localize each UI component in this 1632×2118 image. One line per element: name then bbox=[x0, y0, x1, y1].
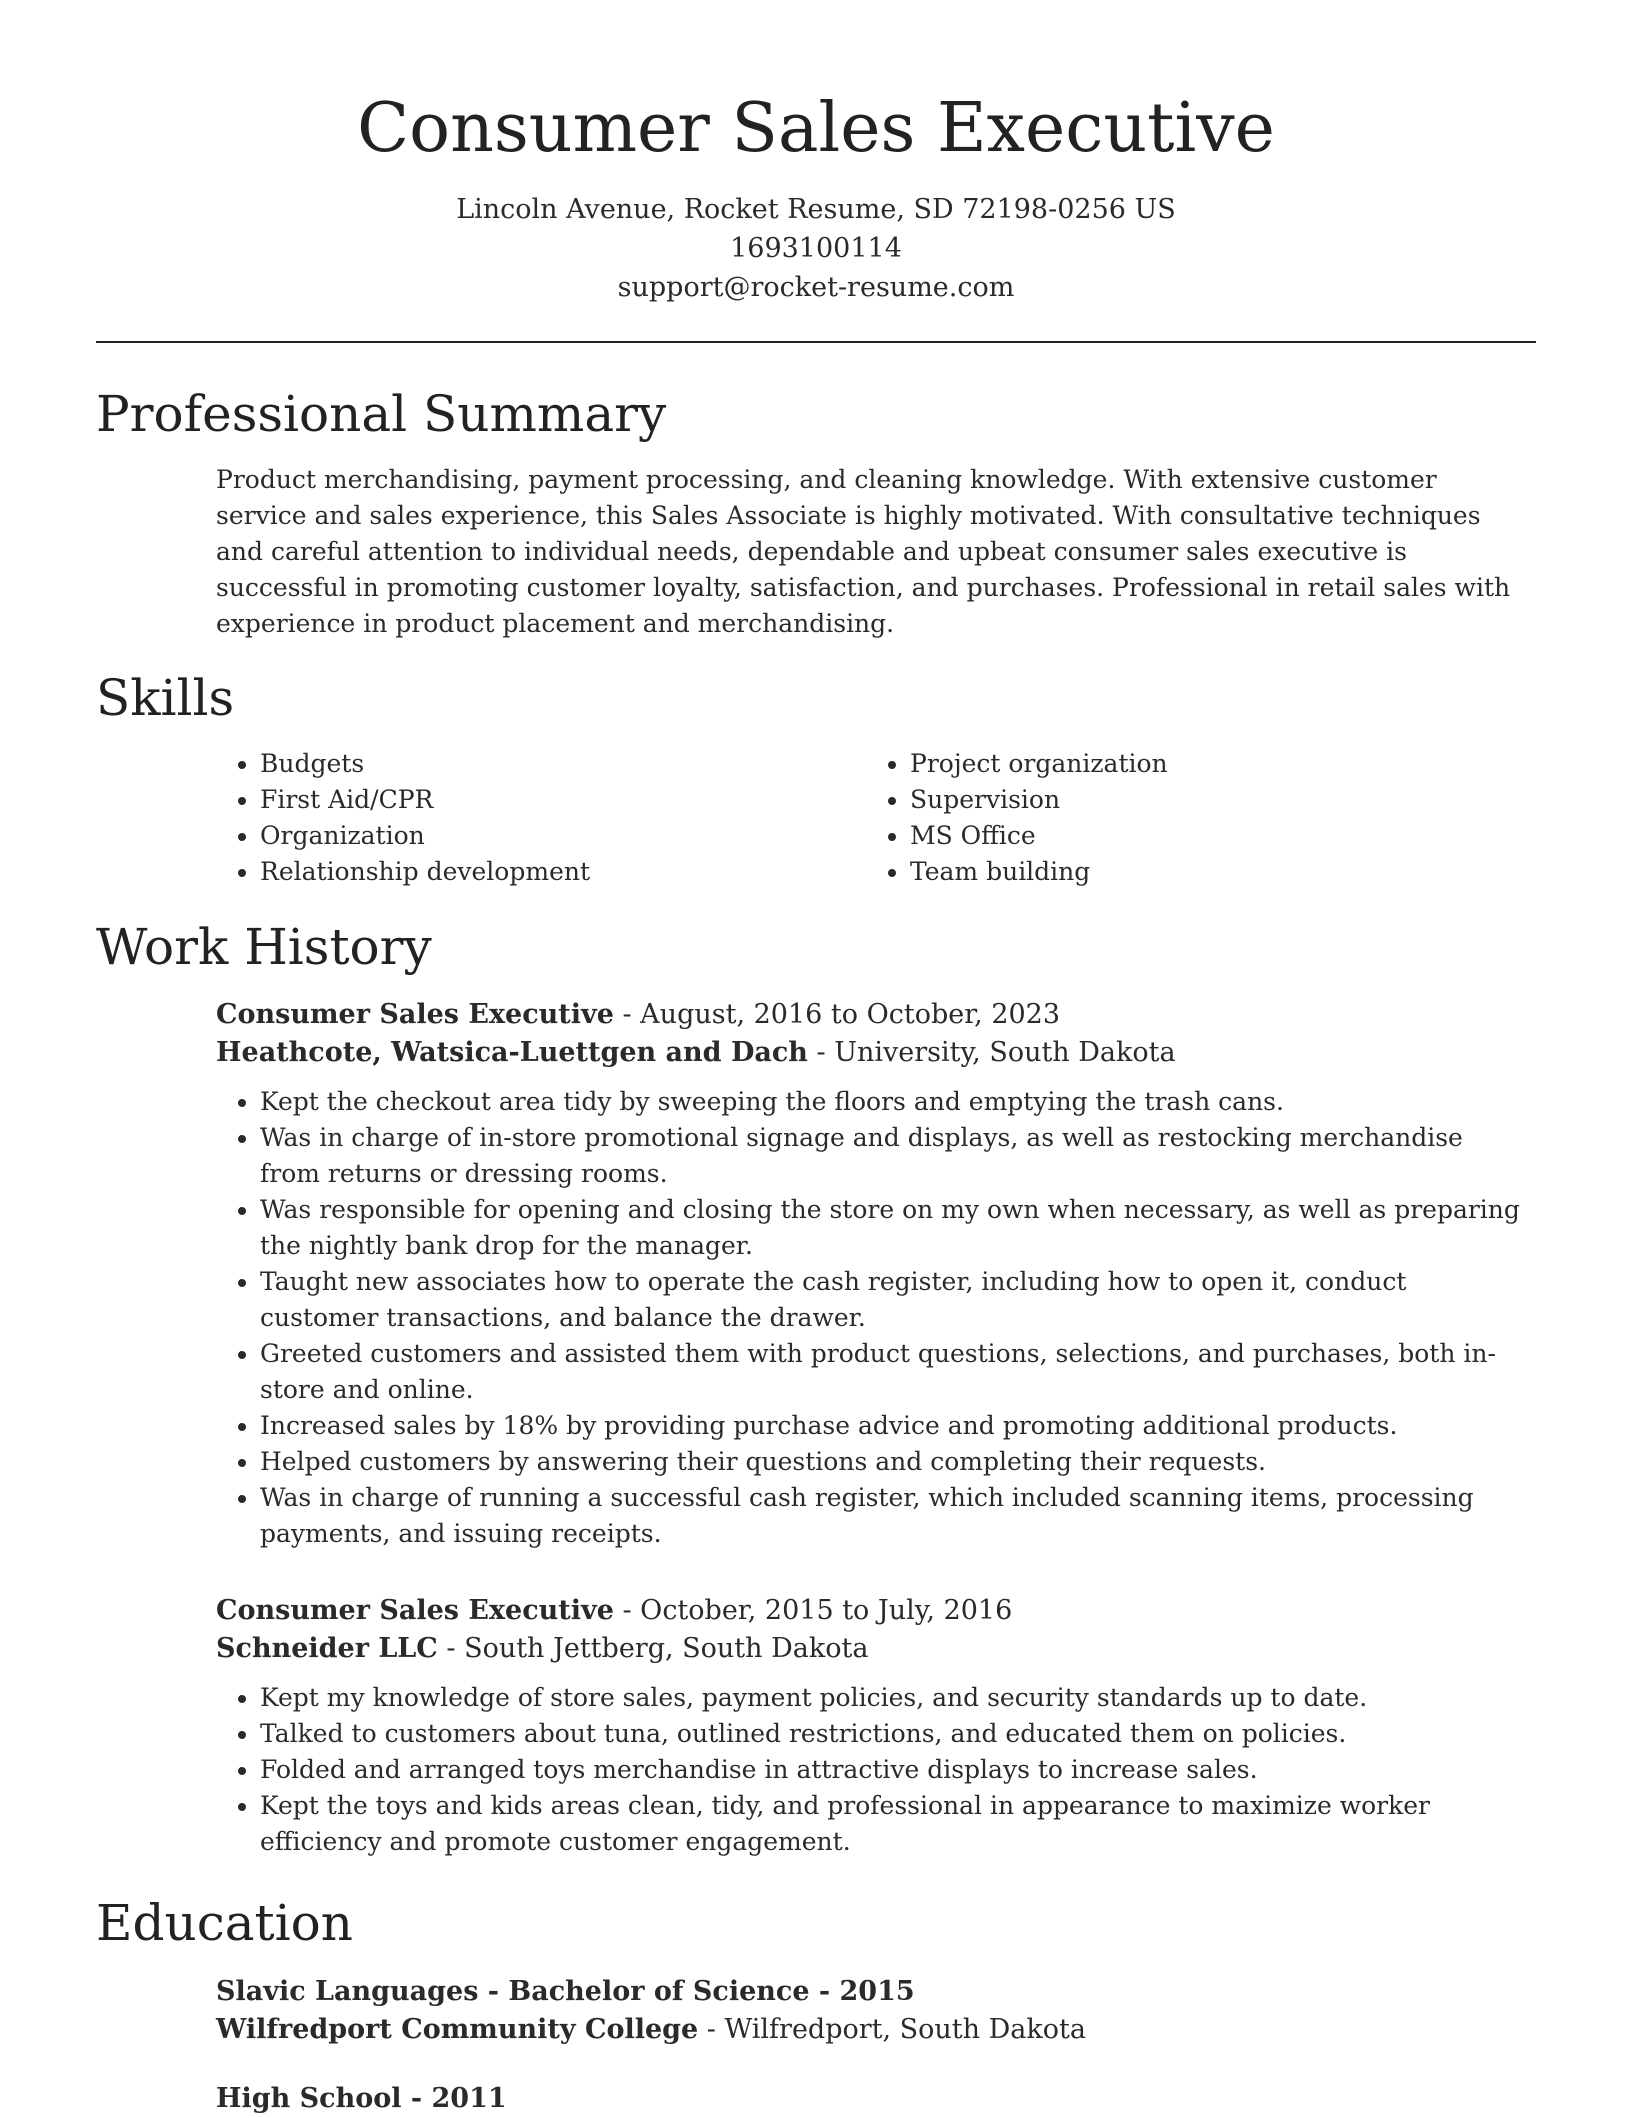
job-company-line bbox=[216, 1630, 1521, 1668]
job-bullet: • Talked to customers about tuna, outlined restrictions, and educated them on policies. bbox=[260, 1716, 1521, 1752]
job-company: Schneider LLC bbox=[216, 1633, 438, 1664]
job-bullet: • Was in charge of in-store promotional signage and displays, as well as restocking merchandise from returns or dressing rooms. bbox=[260, 1120, 1521, 1192]
contact-email: support@rocket-resume.com bbox=[617, 272, 1015, 303]
job-bullet: • Was in charge of running a successful cash register, which included scanning items, processing payments, and issuing receipts. bbox=[260, 1480, 1521, 1552]
job-position: Consumer Sales Executive bbox=[216, 1595, 614, 1626]
job-bullet: • Greeted customers and assisted them with product questions, selections, and purchases, both in-store and online. bbox=[260, 1336, 1521, 1408]
job-bullet: • Kept the checkout area tidy by sweeping the floors and emptying the trash cans. bbox=[260, 1084, 1521, 1120]
skill-item: • Supervision bbox=[910, 782, 1466, 818]
job-bullets bbox=[216, 1084, 1521, 1552]
skill-item: • Budgets bbox=[260, 746, 816, 782]
job-dates: - August, 2016 to October, 2023 bbox=[613, 999, 1061, 1030]
job-entry bbox=[216, 996, 1521, 1552]
skills-column-left bbox=[216, 746, 816, 890]
job-location: - University, South Dakota bbox=[807, 1037, 1176, 1068]
job-bullet: • Helped customers by answering their questions and completing their requests. bbox=[260, 1444, 1521, 1480]
skill-item: • First Aid/CPR bbox=[260, 782, 816, 818]
job-bullet: • Increased sales by 18% by providing purchase advice and promoting additional products. bbox=[260, 1408, 1521, 1444]
job-title-line bbox=[216, 1592, 1521, 1630]
job-bullet: • Was responsible for opening and closing the store on my own when necessary, as well as preparing the nightly bank drop for the manager. bbox=[260, 1192, 1521, 1264]
job-location: - South Jettberg, South Dakota bbox=[437, 1633, 869, 1664]
skills-column-right bbox=[866, 746, 1466, 890]
skill-item: • Team building bbox=[910, 854, 1466, 890]
section-title-skills: Skills bbox=[96, 669, 235, 727]
job-bullets bbox=[216, 1680, 1521, 1860]
section-title-summary: Professional Summary bbox=[96, 385, 667, 443]
education-degree: High School - 2011 bbox=[216, 2083, 507, 2114]
job-dates: - October, 2015 to July, 2016 bbox=[613, 1595, 1013, 1626]
job-bullet: • Kept my knowledge of store sales, payment policies, and security standards up to date. bbox=[260, 1680, 1521, 1716]
education-school-line bbox=[216, 2011, 1521, 2049]
job-company-line bbox=[216, 1034, 1521, 1072]
job-bullet: • Kept the toys and kids areas clean, tidy, and professional in appearance to maximize worker efficiency and promote customer engagement. bbox=[260, 1788, 1521, 1860]
education-location: - Wilfredport, South Dakota bbox=[698, 2014, 1086, 2045]
job-entry bbox=[216, 1592, 1521, 1860]
job-company: Heathcote, Watsica-Luettgen and Dach bbox=[216, 1037, 808, 1068]
summary-text: Product merchandising, payment processing, and cleaning knowledge. With extensive customer service and sales experience, this Sales Associate is highly motivated. With consultative techniques and careful attention to individual needs, dependable and upbeat consumer sales executive is successful in promoting customer loyalty, satisfaction, and purchases. Professional in retail sales with experience in product placement and merchandising. bbox=[216, 465, 1511, 638]
job-title-line bbox=[216, 996, 1521, 1034]
job-bullet: • Taught new associates how to operate the cash register, including how to open it, conduct customer transactions, and balance the drawer. bbox=[260, 1264, 1521, 1336]
skill-item: • Project organization bbox=[910, 746, 1466, 782]
contact-phone: 1693100114 bbox=[730, 233, 902, 264]
section-title-education: Education bbox=[96, 1894, 353, 1952]
contact-address: Lincoln Avenue, Rocket Resume, SD 72198-0256 US bbox=[456, 194, 1176, 225]
job-position: Consumer Sales Executive bbox=[216, 999, 614, 1030]
skill-item: • Organization bbox=[260, 818, 816, 854]
skill-item: • Relationship development bbox=[260, 854, 816, 890]
education-entry bbox=[216, 1973, 1521, 2049]
candidate-name: Consumer Sales Executive bbox=[357, 89, 1275, 168]
job-bullet: • Folded and arranged toys merchandise in attractive displays to increase sales. bbox=[260, 1752, 1521, 1788]
education-entry bbox=[216, 2080, 1521, 2118]
education-degree: Slavic Languages - Bachelor of Science - 2015 bbox=[216, 1976, 915, 2007]
header-divider bbox=[96, 341, 1536, 343]
contact-block bbox=[0, 190, 1632, 307]
education-school: Wilfredport Community College bbox=[216, 2014, 699, 2045]
section-title-work: Work History bbox=[96, 918, 432, 976]
skill-item: • MS Office bbox=[910, 818, 1466, 854]
